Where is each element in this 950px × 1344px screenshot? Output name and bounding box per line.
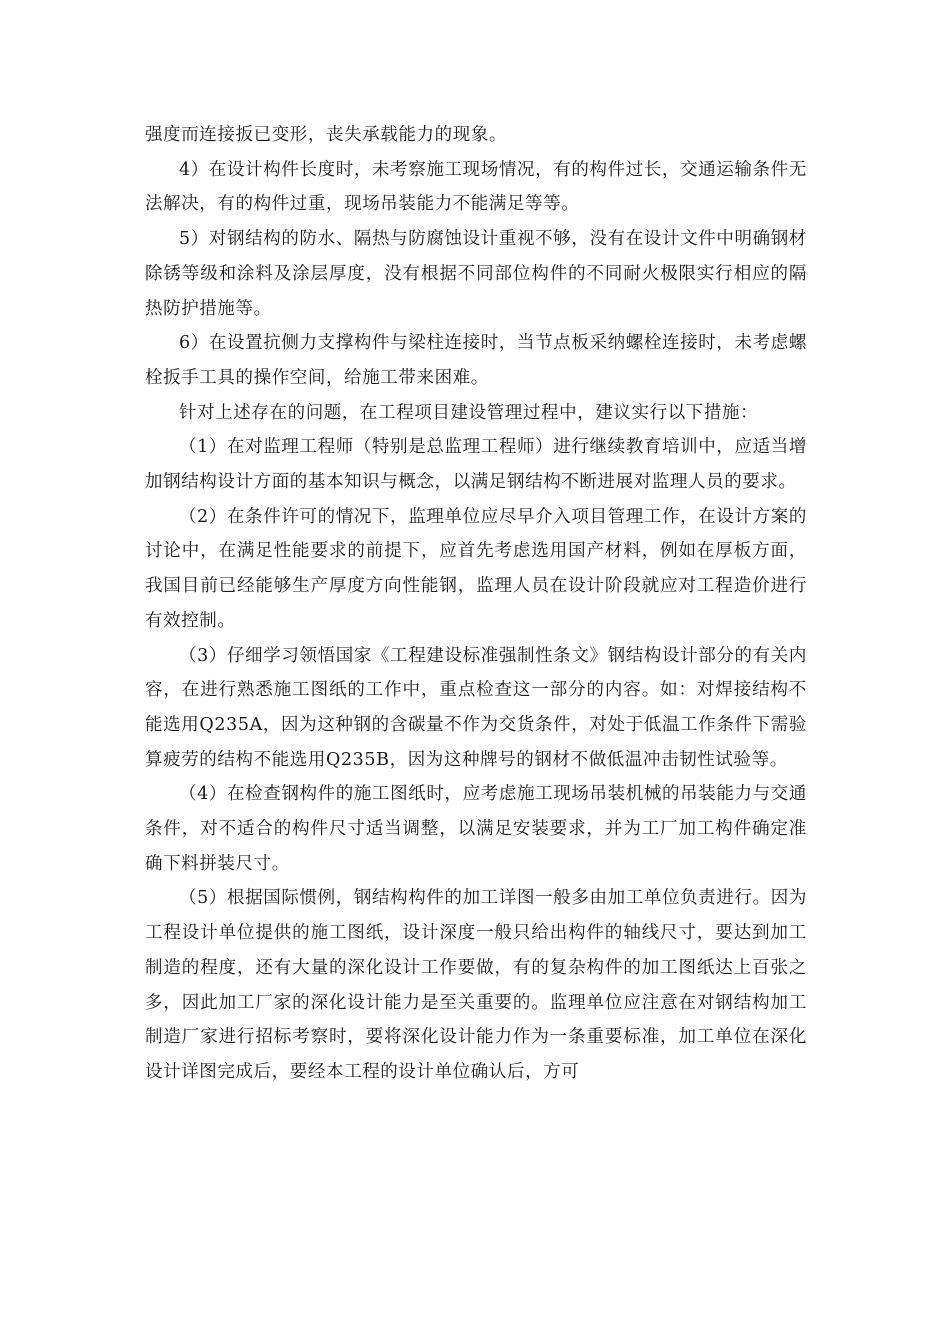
paragraph-measure-4: （4）在检查钢构件的施工图纸时，应考虑施工现场吊装机械的吊装能力与交通条件，对不适合的构件尺寸适当调整，以满足安装要求，并为工厂加工构件确定准确下料拼装尺寸。	[145, 784, 807, 874]
paragraph-item-5: 5）对钢结构的防水、隔热与防腐蚀设计重视不够，没有在设计文件中明确钢材除锈等级和涂料及涂层厚度，没有根据不同部位构件的不同耐火极限实行相应的隔热防护措施等。	[145, 229, 807, 319]
paragraph-item-4: 4）在设计构件长度时，未考察施工现场情况，有的构件过长，交通运输条件无法解决，有的构件过重，现场吊装能力不能满足等等。	[145, 159, 807, 215]
paragraph-measures-intro: 针对上述存在的问题，在工程项目建设管理过程中，建议实行以下措施：	[179, 402, 759, 423]
paragraph-measure-2: （2）在条件许可的情况下，监理单位应尽早介入项目管理工作，在设计方案的讨论中，在满足性能要求的前提下，应首先考虑选用国产材料，例如在厚板方面，我国目前已经能够生产厚度方向性能钢，监理人员在设计阶段就应对工程造价进行有效控制。	[145, 506, 807, 631]
paragraph-item-6: 6）在设置抗侧力支撑构件与梁柱连接时，当节点板采纳螺栓连接时，未考虑螺栓扳手工具的操作空间，给施工带来困难。	[145, 333, 807, 388]
paragraph-continuation: 强度而连接扳已变形，丧失承载能力的现象。	[145, 125, 507, 145]
paragraph-measure-3: （3）仔细学习领悟国家《工程建设标准强制性条文》钢结构设计部分的有关内容，在进行熟悉施工图纸的工作中，重点检查这一部分的内容。如：对焊接结构不能选用Q235A，因为这种钢的含碳量不作为交货条件，对处于低温工作条件下需验算疲劳的结构不能选用Q235B，因为这种牌号的钢材不做低温冲击韧性试验等。	[145, 645, 807, 770]
body-text	[145, 118, 807, 1090]
paragraph-measure-1: （1）在对监理工程师（特别是总监理工程师）进行继续教育培训中，应适当增加钢结构设计方面的基本知识与概念，以满足钢结构不断进展对监理人员的要求。	[145, 437, 807, 493]
paragraph-measure-5: （5）根据国际惯例，钢结构构件的加工详图一般多由加工单位负责进行。因为工程设计单位提供的施工图纸，设计深度一般只给出构件的轴线尺寸，要达到加工制造的程度，还有大量的深化设计工作要做，有的复杂构件的加工图纸达上百张之多，因此加工厂家的深化设计能力是至关重要的。监理单位应注意在对钢结构加工制造厂家进行招标考察时，要将深化设计能力作为一条重要标准，加工单位在深化设计详图完成后，要经本工程的设计单位确认后，方可	[145, 888, 807, 1082]
